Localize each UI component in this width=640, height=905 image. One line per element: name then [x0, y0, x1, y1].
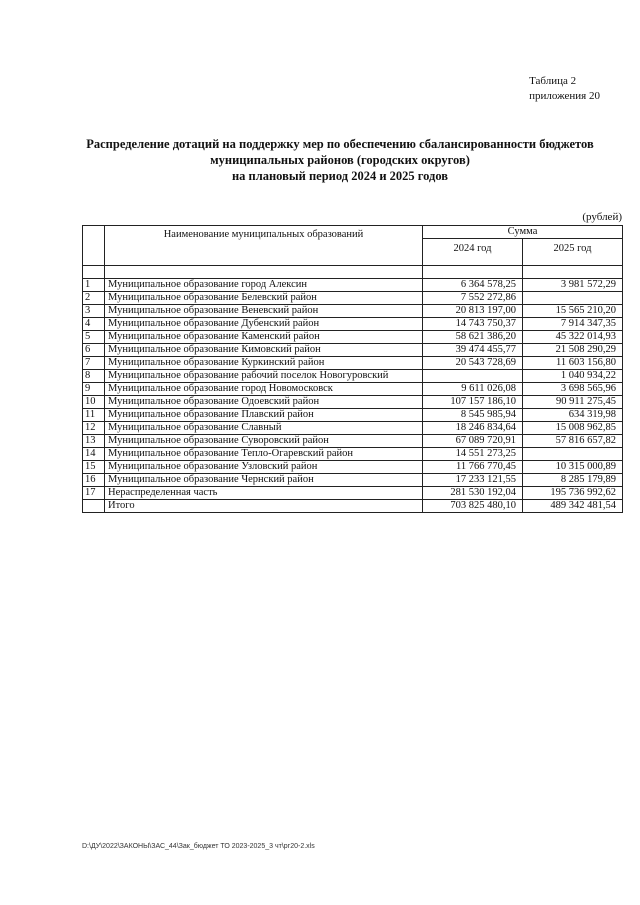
- table-label: Таблица 2: [529, 75, 577, 87]
- table-row: [83, 409, 623, 422]
- row-2024: 11 766 770,45: [423, 461, 523, 474]
- row-2025: 7 914 347,35: [523, 318, 623, 331]
- table-row: [83, 435, 623, 448]
- row-name: Муниципальное образование Дубенский район: [105, 318, 423, 331]
- row-2024: 20 813 197,00: [423, 305, 523, 318]
- row-2024: 7 552 272,86: [423, 292, 523, 305]
- table-row: [83, 292, 623, 305]
- total-label: Итого: [105, 500, 423, 513]
- table-body: [83, 279, 623, 500]
- table-row: [83, 383, 623, 396]
- row-2025: 90 911 275,45: [523, 396, 623, 409]
- row-2025: 21 508 290,29: [523, 344, 623, 357]
- row-2024: 39 474 455,77: [423, 344, 523, 357]
- row-2024: 9 611 026,08: [423, 383, 523, 396]
- total-2025: 489 342 481,54: [523, 500, 623, 513]
- row-name: Нераспределенная часть: [105, 487, 423, 500]
- subsidy-table: [82, 225, 623, 513]
- row-index: 13: [83, 435, 105, 448]
- row-index: 6: [83, 344, 105, 357]
- title-line-1: Распределение дотаций на поддержку мер по обеспечению сбалансированности бюджетов: [86, 137, 594, 151]
- row-index: 14: [83, 448, 105, 461]
- file-path-footer: D:\ДУ\2022\ЗАКОНЫ\ЗАС_44\Зак_бюджет ТО 2023-2025_3 чт\рг20-2.xls: [82, 843, 315, 850]
- row-name: Муниципальное образование Плавский район: [105, 409, 423, 422]
- table-row: [83, 461, 623, 474]
- row-name: Муниципальное образование Суворовский район: [105, 435, 423, 448]
- row-2025: 57 816 657,82: [523, 435, 623, 448]
- table-header-row: [83, 226, 623, 239]
- row-2024: 8 545 985,94: [423, 409, 523, 422]
- row-2025: 15 008 962,85: [523, 422, 623, 435]
- total-row: [83, 500, 623, 513]
- row-name: Муниципальное образование Тепло-Огаревский район: [105, 448, 423, 461]
- header-spacer-row: [83, 266, 623, 279]
- table-row: [83, 422, 623, 435]
- table-row: [83, 331, 623, 344]
- row-2025: 195 736 992,62: [523, 487, 623, 500]
- title-line-2: муниципальных районов (городских округов): [210, 153, 470, 167]
- table-row: [83, 396, 623, 409]
- row-2024: [423, 370, 523, 383]
- table-row: [83, 318, 623, 331]
- row-name: Муниципальное образование город Алексин: [105, 279, 423, 292]
- row-name: Муниципальное образование Узловский район: [105, 461, 423, 474]
- row-2024: 281 530 192,04: [423, 487, 523, 500]
- row-2024: 18 246 834,64: [423, 422, 523, 435]
- table-row: [83, 305, 623, 318]
- row-index: 2: [83, 292, 105, 305]
- row-2025: 8 285 179,89: [523, 474, 623, 487]
- header-sum: Сумма: [423, 226, 623, 239]
- row-name: Муниципальное образование Белевский район: [105, 292, 423, 305]
- row-2024: 6 364 578,25: [423, 279, 523, 292]
- row-2024: 17 233 121,55: [423, 474, 523, 487]
- row-2025: [523, 448, 623, 461]
- total-index: [83, 500, 105, 513]
- row-name: Муниципальное образование Каменский район: [105, 331, 423, 344]
- row-2024: 107 157 186,10: [423, 396, 523, 409]
- table-row: [83, 357, 623, 370]
- row-index: 1: [83, 279, 105, 292]
- row-2025: 10 315 000,89: [523, 461, 623, 474]
- row-name: Муниципальное образование Куркинский район: [105, 357, 423, 370]
- row-2025: 3 981 572,29: [523, 279, 623, 292]
- units-label: (рублей): [582, 211, 622, 223]
- row-2024: 14 551 273,25: [423, 448, 523, 461]
- row-name: Муниципальное образование Чернский район: [105, 474, 423, 487]
- row-2025: [523, 292, 623, 305]
- appendix-label: приложения 20: [529, 90, 600, 102]
- table-row: [83, 279, 623, 292]
- row-name: Муниципальное образование Веневский район: [105, 305, 423, 318]
- table-row: [83, 448, 623, 461]
- row-2024: 67 089 720,91: [423, 435, 523, 448]
- row-name: Муниципальное образование город Новомосковск: [105, 383, 423, 396]
- row-index: 9: [83, 383, 105, 396]
- row-2025: 15 565 210,20: [523, 305, 623, 318]
- document-title: [60, 136, 620, 184]
- header-name: Наименование муниципальных образований: [105, 226, 423, 266]
- row-2025: 3 698 565,96: [523, 383, 623, 396]
- row-2025: 11 603 156,80: [523, 357, 623, 370]
- table-row: [83, 370, 623, 383]
- row-index: 8: [83, 370, 105, 383]
- header-2025: 2025 год: [523, 239, 623, 266]
- header-index: [83, 226, 105, 266]
- row-index: 4: [83, 318, 105, 331]
- row-2025: 1 040 934,22: [523, 370, 623, 383]
- row-index: 15: [83, 461, 105, 474]
- header-2024: 2024 год: [423, 239, 523, 266]
- row-index: 10: [83, 396, 105, 409]
- row-2024: 14 743 750,37: [423, 318, 523, 331]
- row-name: Муниципальное образование Славный: [105, 422, 423, 435]
- row-index: 7: [83, 357, 105, 370]
- row-index: 11: [83, 409, 105, 422]
- title-line-3: на плановый период 2024 и 2025 годов: [231, 169, 449, 183]
- table-row: [83, 487, 623, 500]
- table-number-label: [529, 74, 600, 104]
- row-index: 12: [83, 422, 105, 435]
- row-2024: 58 621 386,20: [423, 331, 523, 344]
- row-index: 5: [83, 331, 105, 344]
- row-2025: 634 319,98: [523, 409, 623, 422]
- row-name: Муниципальное образование рабочий поселок Новогуровский: [105, 370, 423, 383]
- row-name: Муниципальное образование Кимовский район: [105, 344, 423, 357]
- row-name: Муниципальное образование Одоевский район: [105, 396, 423, 409]
- row-index: 16: [83, 474, 105, 487]
- row-2025: 45 322 014,93: [523, 331, 623, 344]
- row-2024: 20 543 728,69: [423, 357, 523, 370]
- table-row: [83, 474, 623, 487]
- row-index: 3: [83, 305, 105, 318]
- row-index: 17: [83, 487, 105, 500]
- total-2024: 703 825 480,10: [423, 500, 523, 513]
- table-row: [83, 344, 623, 357]
